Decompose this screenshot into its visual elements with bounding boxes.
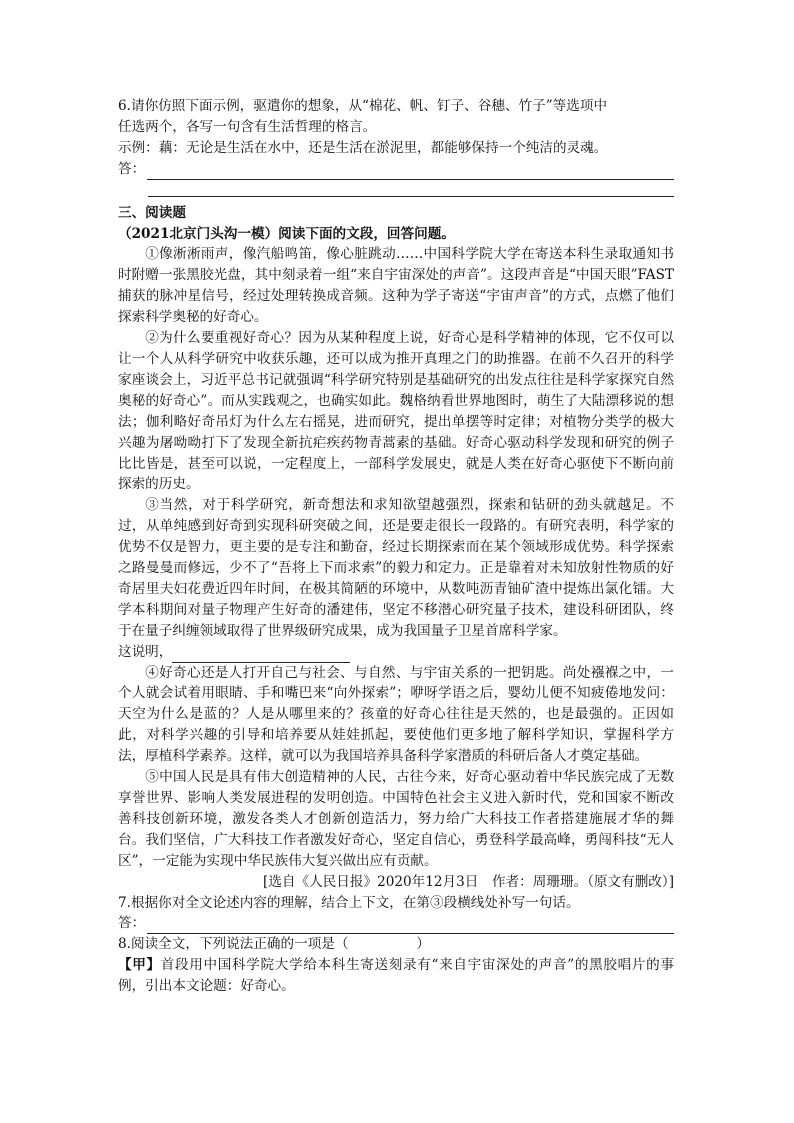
question-8-text: 8.阅读全文，下列说法正确的一项是（ ） [118,936,431,953]
answer-label: 答： [118,915,146,932]
document-page [118,96,674,997]
option-a-text: 首段用中国科学院大学给本科生寄送刻录有“来自宇宙深处的声音”的黑胶唱片的事例，引出本文论题：好奇心。 [118,957,674,995]
question-6-line-2: 任选两个，各写一句含有生活哲理的格言。 [118,118,377,135]
question-7-text: 7.根据你对全文论述内容的理解，结合上下文，在第③段横线处补写一句话。 [118,894,580,911]
passage-source: [选自《人民日报》2020年12月3日 作者：周珊珊。（原文有删改）] [263,873,674,890]
fill-in-prompt: 这说明， [118,643,173,660]
passage-paragraph-5: ⑤中国人民是具有伟大创造精神的人民，古往今来，好奇心驱动着中华民族完成了无数享誉世界、影响人类发展进程的发明创造。中国特色社会主义进入新时代，党和国家不断改善科技创新环境，激发各类人才创新创造活力，努力给广大科技工作者搭建施展才华的舞台。我们坚信，广大科技工作者激发好奇心，坚定自信心，勇登科学最高峰，勇闯科技“无人区”，一定能为实现中华民族伟大复兴做出应有贡献。 [118,769,674,869]
section-title: 三、阅读题 [118,204,186,221]
question-7 [118,893,674,935]
question-6-line-1: 6.请你仿照下面示例，驱遣你的想象，从“棉花、帆、钉子、谷穗、竹子”等选项中 [118,98,608,114]
fill-in-blank [172,648,350,663]
passage-paragraph-1: ①像淅淅雨声，像汽船鸣笛，像心脏跳动……中国科学院大学在寄送本科生录取通知书时附赠一张黑胶光盘，其中刻录着一组“来自宇宙深处的声音”。这段声音是“中国天眼”FAST捕获的脉冲星信号，经过处理转换成音频。这种为学子寄送“宇宙声音”的方式，点燃了他们探索科学奥秘的好奇心。 [118,246,674,326]
question-7-answer-line [118,913,674,934]
source-title: （2021北京门头沟一模）阅读下面的文段，回答问题。 [118,225,455,242]
answer-rule-second [148,180,674,197]
answer-label: 答： [118,160,146,177]
option-a-mark: 【甲】 [118,957,161,974]
question-8 [118,934,674,997]
question-6-answer-line [118,159,674,180]
passage-paragraph-3: ③当然，对于科学研究，新奇想法和求知欲望越强烈，探索和钻研的劲头就越足。不过，从单纯感到好奇到实现科研突破之间，还是要走很长一段路的。有研究表明，科学家的优势不仅是智力，更主要的是专注和勤奋，经过长期探索而在某个领域形成优势。科学探索之路曼曼而修远，少不了“吾将上下而求索”的毅力和定力。正是靠着对未知放射性物质的好奇居里夫妇花费近四年时间，在极其简陋的环境中，从数吨沥青铀矿渣中提炼出氯化镭。大学本科期间对量子物理产生好奇的潘建伟，坚定不移潜心研究量子技术，建设科研团队，终于在量子纠缠领域取得了世界级研究成果，成为我国量子卫星首席科学家。 [118,497,674,639]
answer-rule [147,918,674,934]
answer-rule [147,164,674,180]
passage-paragraph-2: ②为什么要重视好奇心？因为从某种程度上说，好奇心是科学精神的体现，它不仅可以让一个人从科学研究中收获乐趣，还可以成为推开真理之门的助推器。在前不久召开的科学家座谈会上，习近平总书记就强调“科学研究特别是基础研究的出发点往往是科学家探究自然奥秘的好奇心”。而从实践观之，也确实如此。魏格纳看世界地图时，萌生了大陆漂移说的想法；伽利略好奇吊灯为什么左右摇晃，进而研究，提出单摆等时定律；对植物分类学的极大兴趣为屠呦呦打下了发现全新抗疟疾药物青蒿素的基础。好奇心驱动科学发现和研究的例子比比皆是，甚至可以说，一定程度上，一部科学发展史，就是人类在好奇心驱使下不断向前探索的历史。 [118,330,674,493]
question-8-option-a [118,955,674,997]
question-6-example: 示例：藕：无论是生活在水中，还是生活在淤泥里，都能够保持一个纯洁的灵魂。 [118,139,608,156]
passage-paragraph-3-tail [118,642,674,663]
passage-paragraph-4: ④好奇心还是人打开自己与社会、与自然、与宇宙关系的一把钥匙。尚处襁褓之中，一个人就会试着用眼睛、手和嘴巴来“向外探索”；咿呀学语之后，婴幼儿便不知疲倦地发问：天空为什么是蓝的？人是从哪里来的？孩童的好奇心往往是天然的，也是最强的。正因如此，对科学兴趣的引导和培养要从娃娃抓起，要使他们更多地了解科学知识，掌握科学方法，厚植科学素养。这样，就可以为我国培养具备科学家潜质的科研后备人才奠定基础。 [118,664,674,765]
question-6 [118,96,674,197]
